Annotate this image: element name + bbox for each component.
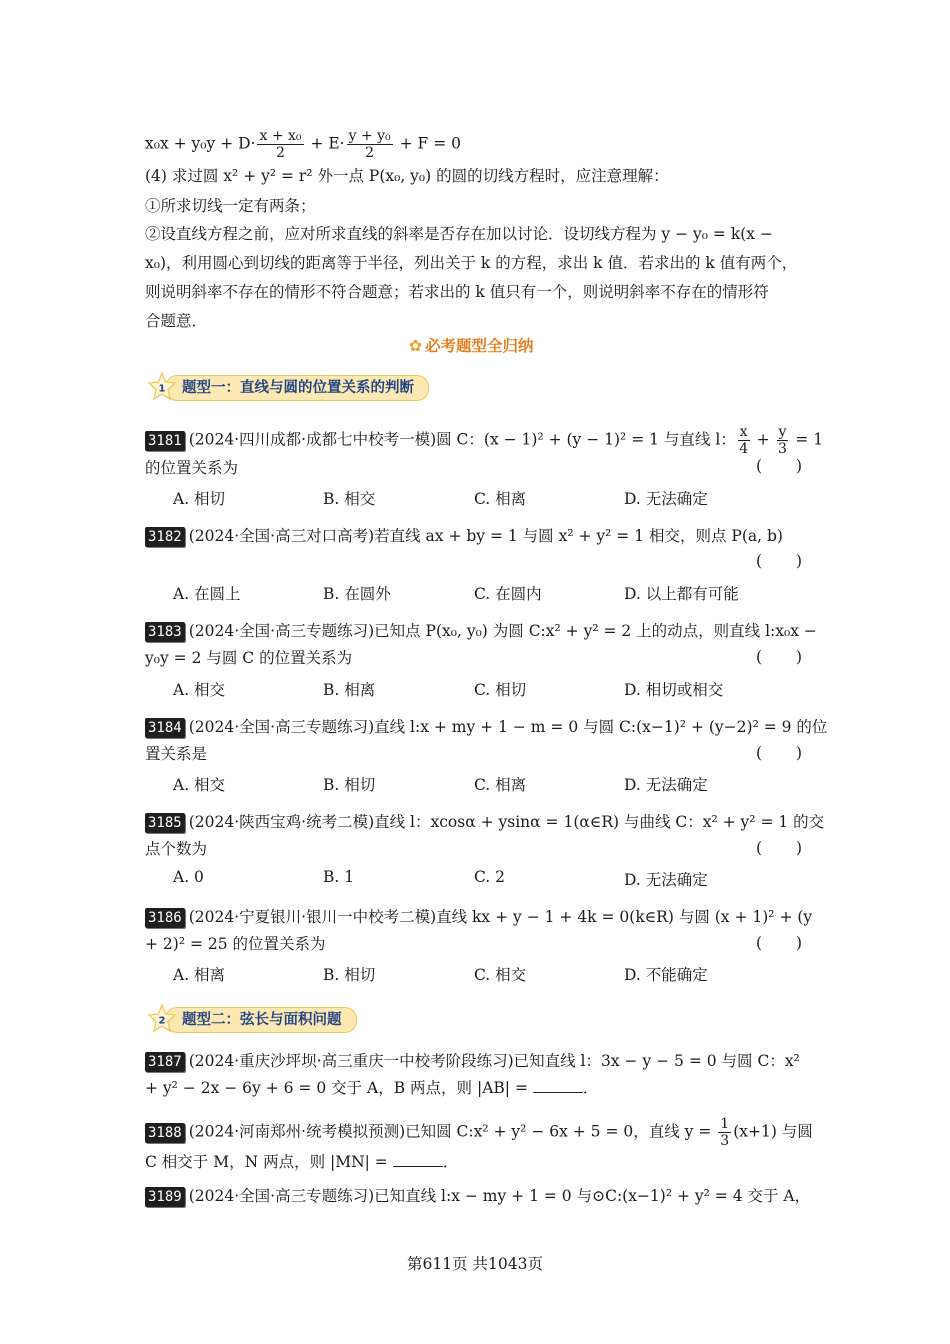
question-3188-line2: C 相交于 M，N 两点，则 |MN| = ． (145, 1153, 459, 1171)
option-c: C. 2 (474, 868, 506, 886)
option-a: A. 0 (173, 868, 204, 886)
question-number: 3188 (145, 1123, 185, 1143)
star-badge-icon (147, 1004, 177, 1034)
option-b: B. 1 (323, 868, 355, 886)
fraction: $\frac{y}{3}$ (778, 424, 787, 457)
option-c: C. 相离 (474, 776, 527, 794)
answer-blank[interactable] (393, 1152, 443, 1167)
question-3183-line1: 3183 (2024·全国·高三专题练习)已知点 P(x₀, y₀) 为圆 C:x² + y² = 2 上的动点，则直线 l:x₀x − (145, 620, 817, 642)
question-number: 3187 (145, 1052, 185, 1072)
question-number: 3186 (145, 908, 185, 928)
fraction: $\frac{1}{3}$ (720, 1116, 730, 1149)
option-d: D. 无法确定 (624, 871, 708, 889)
question-3186-line2: + 2)² = 25 的位置关系为 (145, 935, 326, 953)
fraction: $\frac{\text{x + x₀}}{2}$ (259, 128, 302, 161)
option-d: D. 相切或相交 (624, 681, 724, 699)
option-c: C. 相交 (474, 966, 527, 984)
question-number: 3185 (145, 813, 185, 833)
option-d: D. 无法确定 (624, 776, 708, 794)
question-3185-line2: 点个数为 (145, 840, 208, 858)
option-b: B. 相离 (323, 681, 376, 699)
fraction: $\frac{x}{4}$ (739, 424, 749, 457)
option-a: A. 在圆上 (173, 585, 241, 603)
option-c: C. 相切 (474, 681, 527, 699)
intro-line: (4) 求过圆 x² + y² = r² 外一点 P(x₀, y₀) 的圆的切线方程时，应注意理解： (145, 167, 669, 185)
question-number: 3184 (145, 718, 185, 738)
intro-line: 合题意． (145, 312, 208, 330)
option-b: B. 相切 (323, 776, 376, 794)
intro-formula: x₀x + y₀y + D· $\frac{\text{x + x₀}}{2}$ + E· $\frac{\text{y + y₀}}{2}$ + F = 0 (145, 128, 461, 161)
star-badge-icon (147, 372, 177, 402)
question-3186-line1: 3186 (2024·宁夏银川·银川一中校考二模)直线 kx + y − 1 + 4k = 0(k∈R) 与圆 (x + 1)² + (y (145, 906, 812, 928)
answer-paren: ( ) (756, 744, 802, 762)
question-3184-line1: 3184 (2024·全国·高三专题练习)直线 l:x + my + 1 − m = 0 与圆 C:(x−1)² + (y−2)² = 9 的位 (145, 716, 827, 738)
topic-number: 1 (158, 383, 166, 395)
answer-blank[interactable] (533, 1078, 583, 1093)
answer-paren: ( ) (756, 552, 802, 570)
option-b: B. 在圆外 (323, 585, 391, 603)
question-number: 3182 (145, 527, 185, 547)
question-3183-line2: y₀y = 2 与圆 C 的位置关系为 (145, 649, 353, 667)
question-3182-line1: 3182 (2024·全国·高三对口高考)若直线 ax + by = 1 与圆 x² + y² = 1 相交，则点 P(a, b) (145, 525, 783, 547)
section-title: ✿ 必考题型全归纳 (409, 337, 534, 355)
option-c: C. 相离 (474, 490, 527, 508)
intro-line: ②设直线方程之前，应对所求直线的斜率是否存在加以讨论．设切线方程为 y − y₀ = k(x − (145, 225, 773, 243)
flower-icon: ✿ (409, 337, 422, 355)
option-b: B. 相交 (323, 490, 376, 508)
question-number: 3181 (145, 431, 185, 451)
answer-paren: ( ) (756, 839, 802, 857)
answer-paren: ( ) (756, 648, 802, 666)
option-d: D. 不能确定 (624, 966, 708, 984)
option-d: D. 无法确定 (624, 490, 708, 508)
question-3187-line1: 3187 (2024·重庆沙坪坝·高三重庆一中校考阶段练习)已知直线 l：3x − y − 5 = 0 与圆 C：x² (145, 1050, 800, 1072)
intro-line: 则说明斜率不存在的情形不符合题意；若求出的 k 值只有一个，则说明斜率不存在的情形符 (145, 283, 769, 301)
option-a: A. 相切 (173, 490, 226, 508)
answer-paren: ( ) (756, 457, 802, 475)
question-3185-line1: 3185 (2024·陕西宝鸡·统考二模)直线 l：xcosα + ysinα = 1(α∈R) 与曲线 C：x² + y² = 1 的交 (145, 811, 824, 833)
page-footer: 第611页 共1043页 (407, 1255, 543, 1273)
option-a: A. 相交 (173, 776, 226, 794)
topic-label: 题型一：直线与圆的位置关系的判断 (165, 375, 429, 401)
question-3188-line1: 3188 (2024·河南郑州·统考模拟预测)已知圆 C:x² + y² − 6x + 5 = 0，直线 y = $\frac{1}{3}$ (x+1) 与圆 (145, 1116, 813, 1149)
option-a: A. 相交 (173, 681, 226, 699)
option-d: D. 以上都有可能 (624, 585, 739, 603)
topic-number: 2 (158, 1015, 166, 1027)
question-number: 3183 (145, 622, 185, 642)
topic-label: 题型二：弦长与面积问题 (165, 1007, 357, 1033)
question-3184-line2: 置关系是 (145, 745, 208, 763)
option-c: C. 在圆内 (474, 585, 542, 603)
intro-line: ①所求切线一定有两条； (145, 197, 316, 215)
fraction: $\frac{\text{y + y₀}}{2}$ (348, 128, 391, 161)
question-3189-line1: 3189 (2024·全国·高三专题练习)已知直线 l:x − my + 1 = 0 与⊙C:(x−1)² + y² = 4 交于 A， (145, 1185, 810, 1207)
question-3181-line1: 3181 (2024·四川成都·成都七中校考一模)圆 C：(x − 1)² + (y − 1)² = 1 与直线 l： $\frac{x}{4}$ + $\frac{y}{3}$ = 1 (145, 424, 823, 457)
question-3181-line2: 的位置关系为 (145, 459, 239, 477)
question-3187-line2: + y² − 2x − 6y + 6 = 0 交于 A，B 两点，则 |AB| = ． (145, 1079, 599, 1097)
question-number: 3189 (145, 1187, 185, 1207)
option-b: B. 相切 (323, 966, 376, 984)
intro-line: x₀)，利用圆心到切线的距离等于半径，列出关于 k 的方程，求出 k 值．若求出的 k 值有两个， (145, 254, 798, 272)
answer-paren: ( ) (756, 934, 802, 952)
option-a: A. 相离 (173, 966, 226, 984)
